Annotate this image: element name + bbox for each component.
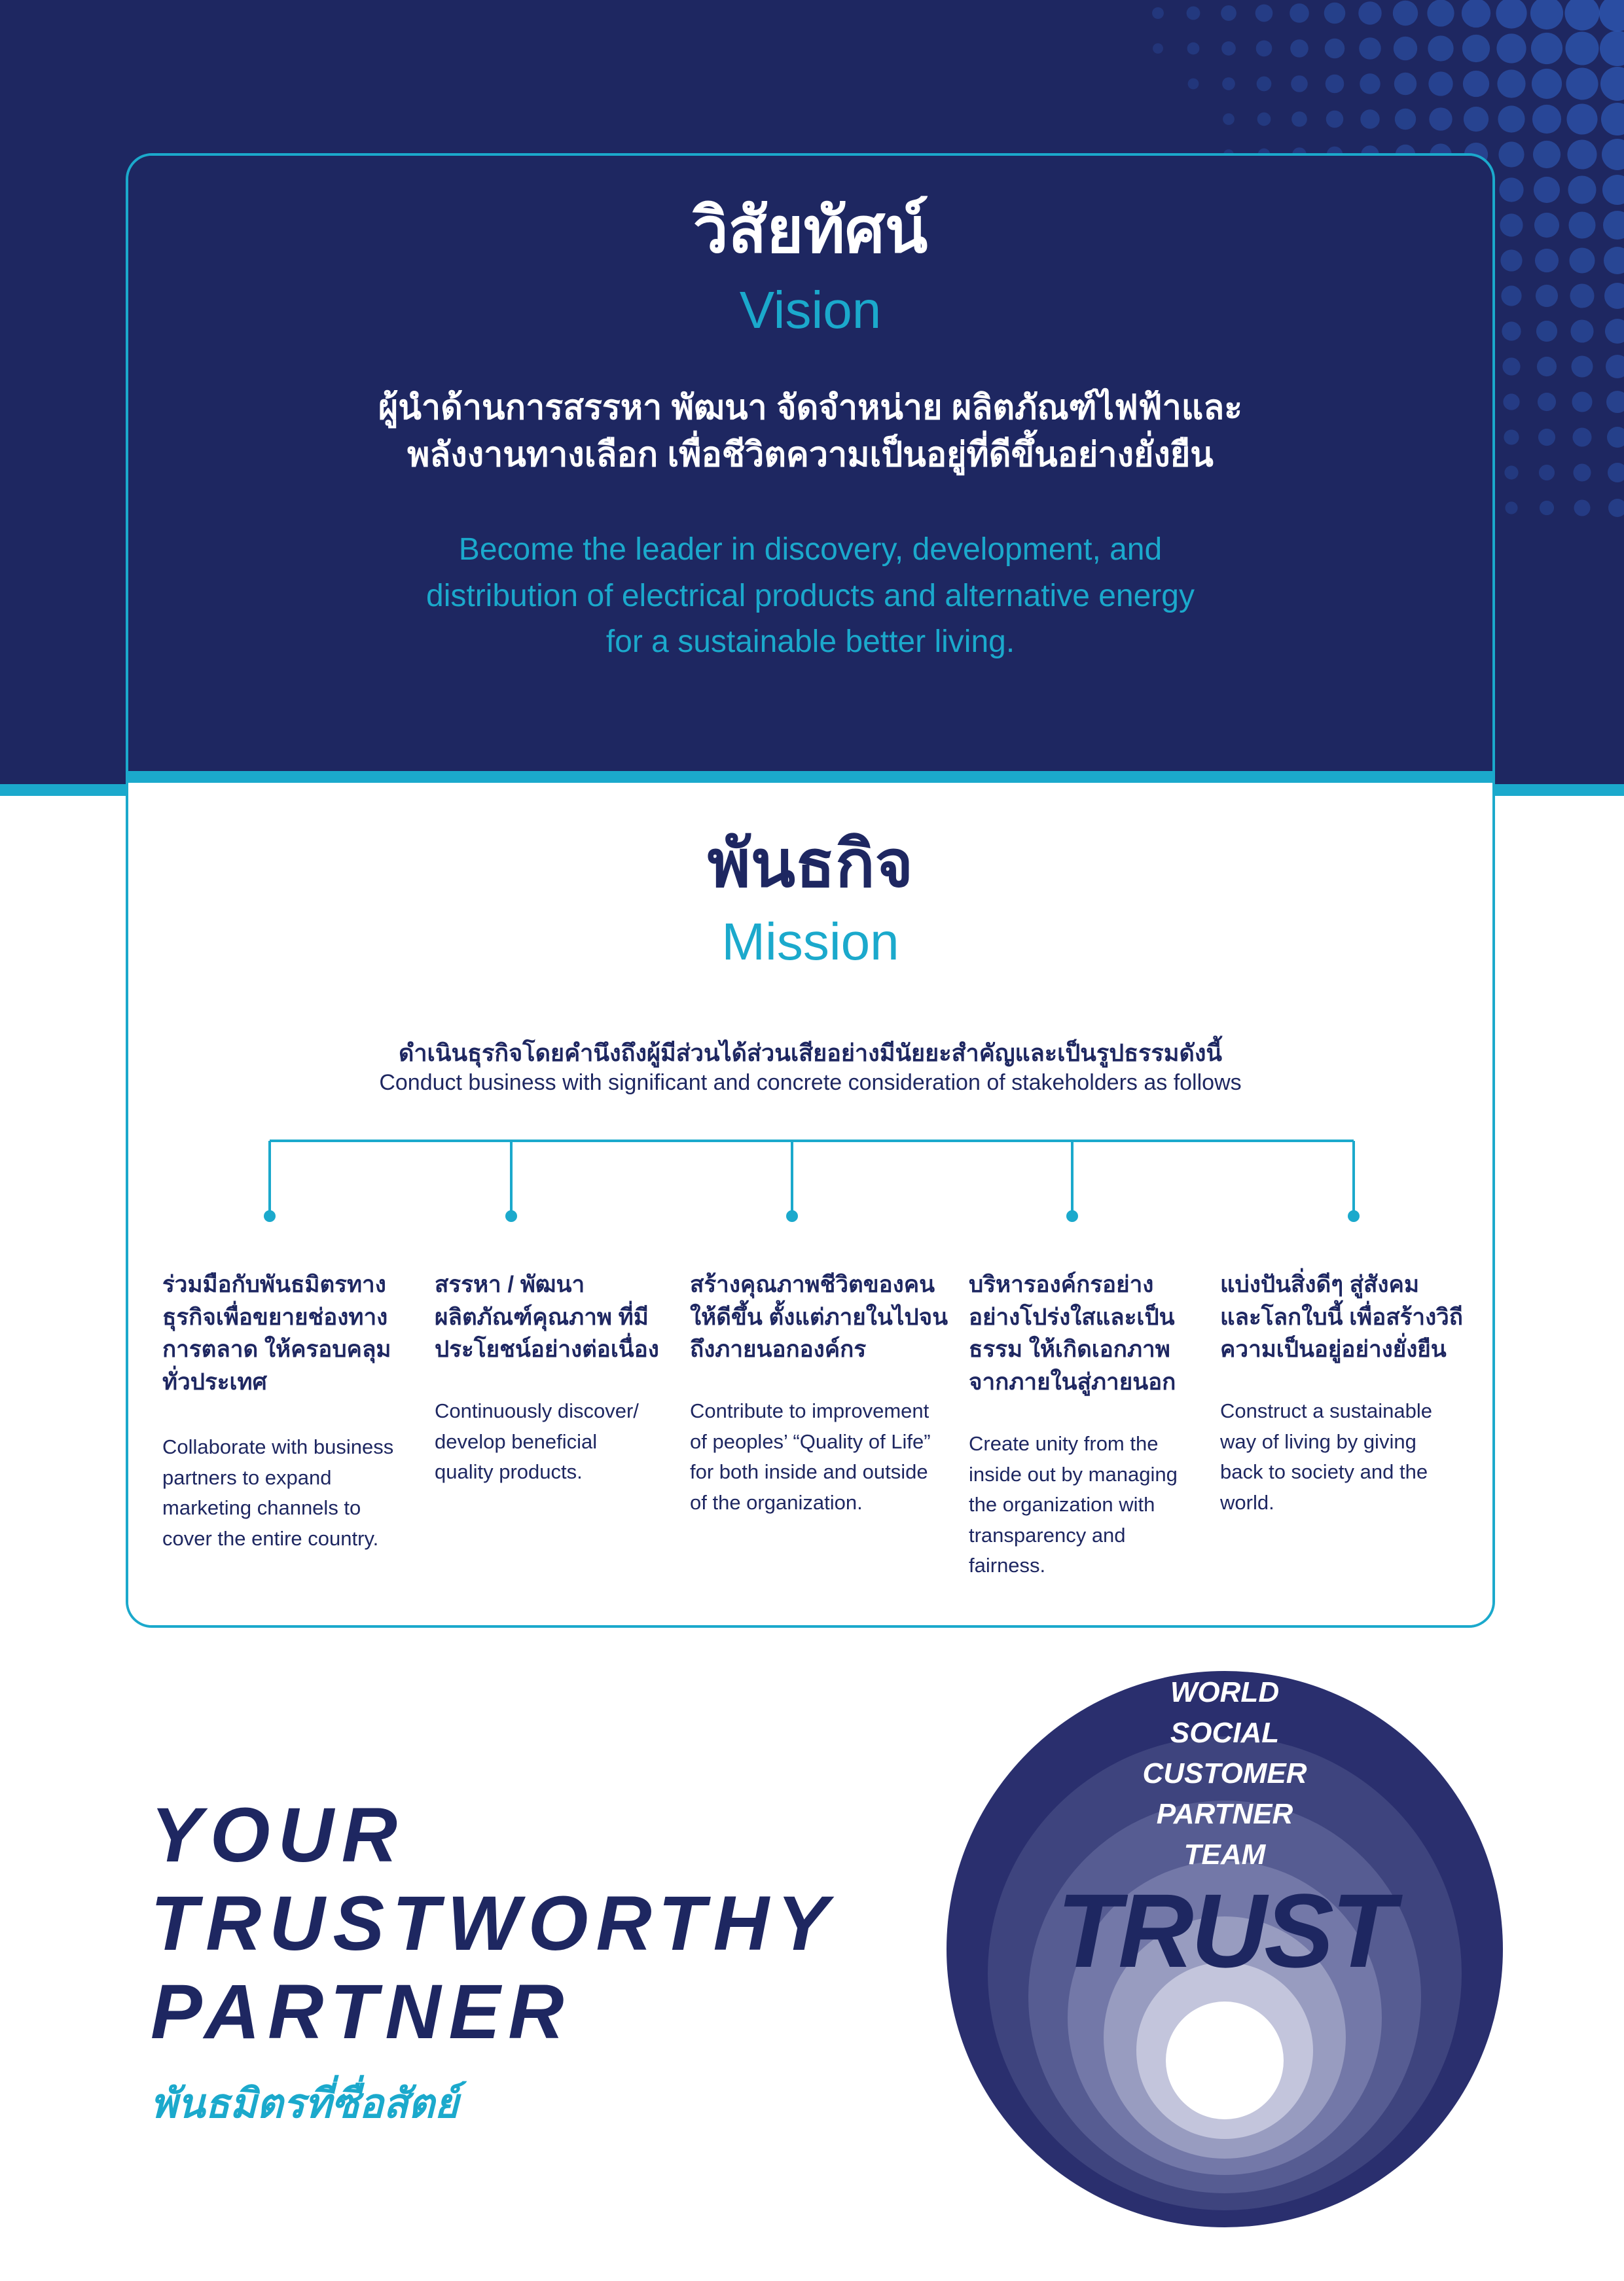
mission-item-th bbox=[1220, 1268, 1482, 1366]
decorative-dot bbox=[1326, 111, 1344, 128]
vision-title-th: วิสัยทัศน์ bbox=[693, 196, 928, 266]
decorative-dot bbox=[1608, 499, 1624, 517]
mission-intro-en: Conduct business with significant and concrete consideration of stakeholders as follows bbox=[379, 1070, 1242, 1095]
vision-statement-en-line: distribution of electrical products and alternative energy bbox=[426, 578, 1195, 613]
mission-item-en bbox=[1220, 1396, 1432, 1518]
decorative-dot bbox=[1570, 283, 1594, 308]
decorative-dot bbox=[1221, 41, 1236, 56]
decorative-dot bbox=[1501, 285, 1521, 306]
decorative-dot bbox=[1607, 427, 1624, 448]
decorative-dot bbox=[1539, 465, 1555, 480]
decorative-dot bbox=[1497, 69, 1525, 98]
mission-item-en-line: Construct a sustainable bbox=[1220, 1399, 1432, 1422]
decorative-dot bbox=[1187, 43, 1200, 55]
decorative-dot bbox=[1324, 3, 1346, 24]
decorative-dot bbox=[1463, 71, 1489, 97]
decorative-dot bbox=[1538, 429, 1555, 446]
decorative-dot bbox=[1574, 499, 1590, 516]
decorative-dot bbox=[1326, 75, 1344, 94]
mission-item-th-line: จากภายในสู่ภายนอก bbox=[969, 1369, 1176, 1395]
mission-item-en-line: world. bbox=[1220, 1490, 1274, 1514]
decorative-dot bbox=[1464, 107, 1489, 132]
decorative-dot bbox=[1153, 43, 1163, 54]
decorative-dot bbox=[1188, 79, 1199, 90]
decorative-dot bbox=[1534, 177, 1560, 203]
vision-statement-th-line: พลังงานทางเลือก เพื่อชีวิตความเป็นอยู่ที่ดีขึ้นอย่างยั่งยืน bbox=[407, 435, 1214, 474]
decorative-dot bbox=[1572, 391, 1592, 412]
mission-item-en-line: quality products. bbox=[435, 1460, 583, 1483]
decorative-dot bbox=[1498, 105, 1525, 132]
decorative-dot bbox=[1257, 77, 1272, 92]
vision-statement-en-line: Become the leader in discovery, development, and bbox=[458, 532, 1163, 567]
decorative-dot bbox=[1502, 357, 1520, 375]
mission-item-th-line: สร้างคุณภาพชีวิตของคน bbox=[690, 1272, 935, 1297]
mission-item-en-line: of peoples’ “Quality of Life” bbox=[690, 1429, 931, 1453]
mission-item-th-line: ถึงภายนอกองค์กร bbox=[690, 1337, 867, 1363]
decorative-dot bbox=[1568, 211, 1595, 238]
mission-item bbox=[1220, 1268, 1482, 1514]
decorative-dot bbox=[1532, 105, 1561, 134]
mission-item-en bbox=[435, 1396, 639, 1488]
decorative-dot bbox=[1222, 77, 1235, 90]
mission-item-th-line: ผลิตภัณฑ์คุณภาพ ที่มี bbox=[435, 1304, 649, 1330]
mission-item bbox=[969, 1268, 1218, 1577]
decorative-dot bbox=[1565, 31, 1598, 65]
decorative-dot bbox=[1221, 5, 1236, 21]
mission-item-th bbox=[969, 1268, 1218, 1399]
decorative-dot bbox=[1360, 109, 1379, 128]
decorative-dot bbox=[1393, 1, 1418, 26]
mission-item bbox=[162, 1268, 424, 1550]
decorative-dot bbox=[1602, 139, 1624, 170]
mission-item-th-line: ธรรม ให้เกิดเอกภาพ bbox=[969, 1337, 1170, 1363]
mission-item-en-line: develop beneficial bbox=[435, 1429, 598, 1453]
decorative-dot bbox=[1564, 0, 1599, 31]
decorative-dot bbox=[1427, 0, 1454, 27]
trust-ring bbox=[1166, 2002, 1284, 2119]
decorative-dot bbox=[1571, 355, 1593, 377]
mission-item-th bbox=[690, 1268, 965, 1366]
decorative-dot bbox=[1536, 285, 1558, 307]
decorative-dot bbox=[1504, 465, 1518, 479]
decorative-dot bbox=[1256, 41, 1272, 57]
decorative-dot bbox=[1566, 67, 1598, 99]
decorative-dot bbox=[1533, 141, 1561, 168]
decorative-dot bbox=[1187, 7, 1200, 20]
decorative-dot bbox=[1223, 113, 1235, 125]
decorative-dot bbox=[1290, 39, 1308, 58]
decorative-dot bbox=[1291, 75, 1308, 92]
mission-title-en: Mission bbox=[721, 912, 899, 971]
ring-label-team: TEAM bbox=[1183, 1839, 1266, 1871]
decorative-dot bbox=[1499, 177, 1523, 202]
vision-title-en: Vision bbox=[739, 281, 882, 339]
decorative-dot bbox=[1537, 357, 1557, 376]
decorative-dot bbox=[1536, 321, 1557, 342]
mission-item-th-line: สรรหา / พัฒนา bbox=[435, 1272, 585, 1297]
mission-item-en-line: the organization with bbox=[969, 1493, 1155, 1516]
decorative-dot bbox=[1567, 139, 1597, 169]
slogan-line: TRUSTWORTHY bbox=[151, 1880, 837, 1967]
decorative-dot bbox=[1428, 71, 1453, 96]
mission-item-en-line: cover the entire country. bbox=[162, 1526, 379, 1550]
decorative-dot bbox=[1496, 0, 1526, 29]
decorative-dot bbox=[1600, 31, 1624, 66]
mission-item-en-line: Contribute to improvement bbox=[690, 1399, 929, 1422]
mission-item-th-line: บริหารองค์กรอย่าง bbox=[969, 1272, 1154, 1297]
decorative-dot bbox=[1608, 463, 1624, 482]
decorative-dot bbox=[1566, 103, 1597, 134]
mission-item bbox=[690, 1268, 965, 1514]
trust-center-label: TRUST bbox=[1056, 1872, 1393, 1989]
decorative-dot bbox=[1257, 113, 1271, 126]
mission-title-th: พันธกิจ bbox=[707, 827, 914, 901]
mission-item-th-line: แบ่งปันสิ่งดีๆ สู่สังคม bbox=[1220, 1272, 1420, 1297]
decorative-dot bbox=[1606, 355, 1624, 378]
mission-item-th-line: การตลาด ให้ครอบคลุม bbox=[162, 1337, 391, 1363]
slogan-line: YOUR bbox=[151, 1792, 405, 1878]
mission-item-en-line: partners to expand bbox=[162, 1465, 332, 1489]
decorative-dot bbox=[1505, 501, 1517, 514]
decorative-dot bbox=[1360, 73, 1380, 94]
decorative-dot bbox=[1568, 175, 1596, 204]
decorative-dot bbox=[1325, 39, 1345, 59]
decorative-dot bbox=[1605, 319, 1624, 344]
panel-divider bbox=[128, 771, 1492, 783]
mission-intro-th: ดำเนินธุรกิจโดยคำนึงถึงผู้มีส่วนได้ส่วนเสียอย่างมีนัยยะสำคัญและเป็นรูปธรรมดังนี้ bbox=[398, 1039, 1223, 1066]
decorative-dot bbox=[1498, 141, 1524, 167]
vision-statement-en bbox=[126, 527, 1495, 666]
decorative-dot bbox=[1570, 319, 1593, 342]
decorative-dot bbox=[1599, 0, 1624, 31]
ring-label-world: WORLD bbox=[1170, 1676, 1280, 1708]
mission-item-th-line: ให้ดีขึ้น ตั้งแต่ภายในไปจน bbox=[690, 1304, 948, 1330]
slogan-th: พันธมิตรที่ซื่อสัตย์ bbox=[151, 2081, 459, 2127]
decorative-dot bbox=[1462, 0, 1490, 27]
decorative-dot bbox=[1500, 249, 1522, 271]
decorative-dot bbox=[1462, 35, 1490, 62]
decorative-dot bbox=[1530, 0, 1563, 29]
decorative-dot bbox=[1290, 3, 1309, 23]
decorative-dot bbox=[1531, 33, 1562, 64]
decorative-dot bbox=[1601, 103, 1624, 135]
mission-item-th-line: ความเป็นอยู่อย่างยั่งยืน bbox=[1220, 1337, 1447, 1363]
mission-item-th-line: ประโยชน์อย่างต่อเนื่อง bbox=[435, 1337, 659, 1363]
decorative-dot bbox=[1603, 211, 1624, 240]
decorative-dot bbox=[1359, 37, 1380, 59]
mission-item-en bbox=[162, 1432, 393, 1554]
mission-item-en-line: inside out by managing bbox=[969, 1462, 1178, 1486]
decorative-dot bbox=[1602, 175, 1624, 205]
decorative-dot bbox=[1291, 111, 1307, 127]
mission-item-th-line: อย่างโปร่งใสและเป็น bbox=[969, 1304, 1175, 1330]
decorative-dot bbox=[1503, 393, 1519, 410]
decorative-dot bbox=[1532, 69, 1562, 99]
mission-item-en-line: for both inside and outside bbox=[690, 1460, 928, 1483]
decorative-dot bbox=[1395, 109, 1416, 130]
decorative-dot bbox=[1604, 247, 1624, 274]
mission-item-th-line: ทั่วประเทศ bbox=[162, 1369, 267, 1395]
decorative-dot bbox=[1394, 37, 1417, 60]
decorative-dot bbox=[1152, 7, 1164, 19]
ring-label-social: SOCIAL bbox=[1170, 1717, 1280, 1749]
mission-item-en-line: marketing channels to bbox=[162, 1496, 361, 1519]
vision-statement-th-line: ผู้นำด้านการสรรหา พัฒนา จัดจำหน่าย ผลิตภัณฑ์ไฟฟ้าและ bbox=[378, 389, 1243, 427]
mission-item bbox=[435, 1268, 677, 1483]
decorative-dot bbox=[1428, 35, 1453, 61]
mission-item-th-line: และโลกใบนี้ เพื่อสร้างวิถี bbox=[1220, 1304, 1464, 1330]
mission-item-en bbox=[969, 1429, 1178, 1581]
decorative-dot bbox=[1255, 5, 1273, 22]
mission-item-en-line: transparency and bbox=[969, 1523, 1126, 1547]
mission-item-th-line: ธุรกิจเพื่อขยายช่องทาง bbox=[162, 1304, 388, 1330]
decorative-dot bbox=[1502, 321, 1521, 340]
mission-item-en-line: of the organization. bbox=[690, 1490, 863, 1514]
slogan-line: PARTNER bbox=[151, 1969, 572, 2055]
vision-statement-th bbox=[126, 385, 1495, 479]
decorative-dot bbox=[1429, 107, 1452, 130]
ring-label-partner: PARTNER bbox=[1156, 1798, 1293, 1830]
decorative-dot bbox=[1538, 393, 1556, 411]
decorative-dot bbox=[1394, 73, 1416, 95]
mission-item-en-line: Collaborate with business bbox=[162, 1435, 394, 1458]
decorative-dot bbox=[1358, 1, 1381, 24]
decorative-dot bbox=[1573, 463, 1591, 481]
vision-statement-en-line: for a sustainable better living. bbox=[605, 624, 1015, 660]
decorative-dot bbox=[1572, 427, 1591, 446]
decorative-dot bbox=[1535, 249, 1559, 272]
mission-item-en-line: way of living by giving bbox=[1220, 1429, 1416, 1453]
decorative-dot bbox=[1569, 247, 1595, 273]
decorative-dot bbox=[1600, 67, 1624, 101]
mission-item-th bbox=[435, 1268, 677, 1366]
decorative-dot bbox=[1500, 213, 1523, 236]
mission-item-en-line: Continuously discover/ bbox=[435, 1399, 639, 1422]
decorative-dot bbox=[1606, 391, 1624, 413]
mission-item-th bbox=[162, 1268, 424, 1399]
mission-item-en-line: fairness. bbox=[969, 1554, 1046, 1577]
decorative-dot bbox=[1604, 283, 1624, 309]
decorative-dot bbox=[1504, 429, 1519, 444]
decorative-dot bbox=[1534, 213, 1559, 238]
mission-item-th-line: ร่วมมือกับพันธมิตรทาง bbox=[162, 1272, 386, 1297]
decorative-dot bbox=[1540, 501, 1554, 515]
decorative-dot bbox=[1496, 33, 1526, 63]
ring-label-customer: CUSTOMER bbox=[1142, 1757, 1307, 1789]
mission-item-en-line: back to society and the bbox=[1220, 1460, 1428, 1483]
mission-item-en bbox=[690, 1396, 931, 1518]
mission-item-en-line: Create unity from the bbox=[969, 1432, 1159, 1455]
